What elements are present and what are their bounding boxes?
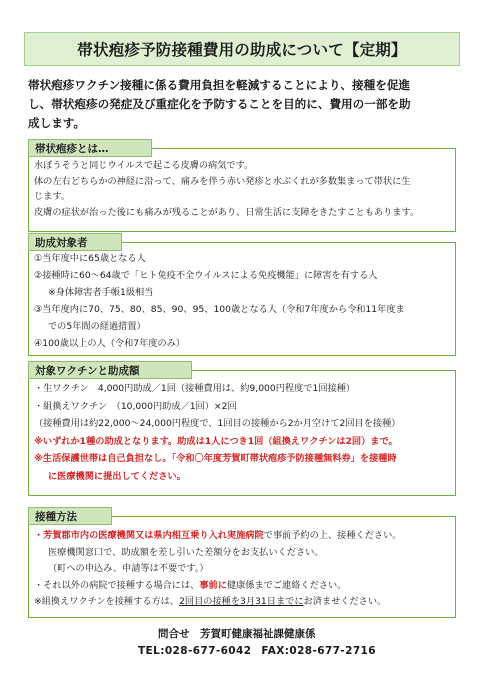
about-body [34,158,419,220]
method-emphasis: 事前に [199,579,227,591]
method-text: 健康係までご連絡ください。 [226,579,347,591]
method-line: 医療機関窓口で、助成額を差し引いた差額分をお支払いください。 [48,546,324,558]
eligible-list [34,250,405,352]
vaccine-note: に医療機関に提出してください。 [48,470,186,482]
method-line: （町への申込み、申請等は不要です。） [48,563,209,574]
contact-numbers [138,645,386,657]
eligible-item: ③当年度内に70、75、80、85、90、95、100歳となる人（令和7年度から令和11年度ま [34,304,405,315]
vaccine-line: （接種費用は約22,000～24,000円程度で、1回目の接種から2か月空けて2回目を接種） [34,418,401,429]
vaccine-line: ・組換えワクチン （10,000円助成／1回）×2回 [34,400,237,412]
about-line: じます。 [34,191,71,202]
intro-line: 成します。 [28,116,86,130]
method-underline: 2回目の接種を3月31日までに [179,596,304,607]
page-title: 帯状疱疹予防接種費用の助成について【定期】 [24,32,460,66]
method-heading: 接種方法 [28,507,112,525]
method-line [34,594,402,611]
vaccine-heading: 対象ワクチンと助成額 [28,361,192,379]
eligible-item: ④100歳以上の人（令和7年度のみ） [34,338,186,349]
method-line-red: ・芳賀郡市内の医療機関又は県内相互乗り入れ実施病院 [34,530,264,541]
about-line: 水ぼうそうと同じウイルスで起こる皮膚の病気です。 [34,160,254,171]
eligible-item: での5年間の経過措置） [48,321,146,332]
method-text: ・それ以外の病院で接種する場合には、 [34,579,200,591]
method-text: お済ませください。 [303,596,387,607]
intro-paragraph [28,76,460,133]
method-line-rest: で事前予約の上、接種ください。 [263,530,402,541]
contact-tel: TEL:028-677-6042 [138,645,252,657]
about-line: 体の左右どちらかの神経に沿って、痛みを伴う赤い発疹と水ぶくれが多数集まって帯状に生 [34,175,411,187]
method-body [34,528,402,611]
eligible-heading: 助成対象者 [28,233,122,251]
method-line [34,578,402,595]
vaccine-body [34,380,400,485]
method-line [34,528,402,545]
about-line: 皮膚の症状が治った後にも痛みが残ることがあり、日常生活に支障をきたすこともあります。 [34,206,420,218]
method-text: ※組換えワクチンを接種する方は、 [34,596,180,607]
contact-fax: FAX:028-677-2716 [261,645,376,657]
contact-label: 問合せ 芳賀町健康福祉課健康係 [158,628,316,640]
intro-line: し、帯状疱疹の発症及び重症化を予防することを目的に、費用の一部を助 [28,97,411,111]
vaccine-line: ・生ワクチン 4,000円助成／1回（接種費用は、約9,000円程度で1回接種） [34,383,356,394]
about-heading: 帯状疱疹とは… [28,139,152,157]
intro-line: 帯状疱疹ワクチン接種に係る費用負担を軽減することにより、接種を促進 [28,78,411,92]
vaccine-note: ※いずれか1種の助成となります。助成は1人につき1回（組換えワクチンは2回）まで。 [34,435,398,447]
eligible-item: ②接種時に60～64歳で「ヒト免疫不全ウイルスによる免疫機能」に障害を有する人 [34,270,378,281]
eligible-item: ①当年度中に65歳となる人 [34,253,146,264]
vaccine-note: ※生活保護世帯は自己負担なし。「令和〇年度芳賀町帯状疱疹予防接種無料券」を接種時 [34,453,397,464]
eligible-note: ※身体障害者手帳1級相当 [48,287,154,298]
